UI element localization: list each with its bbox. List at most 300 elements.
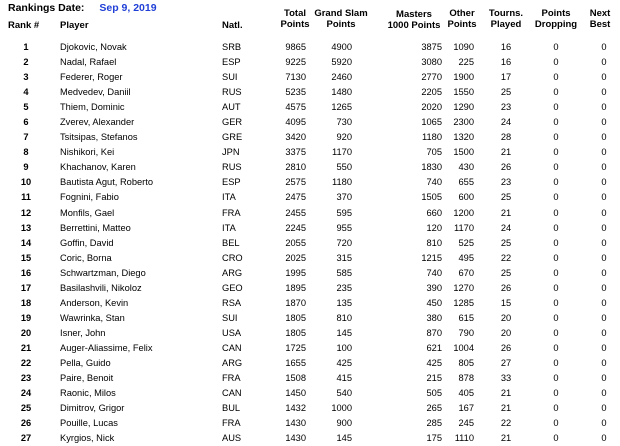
table-row [0, 160, 620, 175]
col-dropping-header [530, 8, 582, 30]
tourns-played: 20 [500, 327, 512, 338]
points-dropping: 0 [553, 132, 559, 143]
nationality: RUS [222, 162, 242, 173]
grand-slam-points: 1170 [332, 147, 352, 158]
next-best: 0 [601, 373, 607, 384]
nationality: SRB [222, 42, 242, 52]
points-dropping: 0 [553, 57, 559, 68]
grand-slam-points: 135 [336, 297, 352, 308]
points-dropping: 0 [553, 192, 559, 203]
tourns-played: 23 [500, 102, 512, 113]
player-name: Coric, Borna [60, 252, 112, 263]
points-dropping: 0 [553, 222, 559, 233]
col-other-line1: Other [449, 8, 475, 19]
points-dropping: 0 [553, 117, 559, 128]
table-row [0, 401, 620, 416]
tourns-played: 15 [500, 297, 512, 308]
grand-slam-points: 730 [336, 117, 352, 128]
total-points: 1995 [285, 267, 306, 278]
rank-cell: 21 [20, 342, 32, 353]
player-name: Auger-Aliassime, Felix [60, 342, 153, 353]
player-name: Goffin, David [60, 237, 114, 248]
grand-slam-points: 145 [336, 433, 352, 444]
nationality: USA [222, 327, 242, 338]
other-points: 1090 [453, 42, 474, 52]
next-best: 0 [601, 207, 607, 218]
other-points: 245 [458, 418, 474, 429]
tourns-played: 16 [500, 57, 512, 68]
next-best: 0 [601, 327, 607, 338]
tourns-played: 27 [500, 357, 512, 368]
grand-slam-points: 1000 [331, 403, 352, 414]
next-best: 0 [601, 357, 607, 368]
grand-slam-points: 235 [336, 282, 352, 293]
table-row [0, 311, 620, 326]
col-total-line1: Total [284, 8, 306, 19]
total-points: 1430 [285, 433, 306, 444]
other-points: 655 [458, 177, 474, 188]
next-best: 0 [601, 297, 607, 308]
nationality: RSA [222, 297, 242, 308]
next-best: 0 [601, 147, 607, 158]
player-name: Tsitsipas, Stefanos [60, 132, 138, 143]
col-tourns-line1: Tourns. [488, 8, 524, 19]
col-rank-header: Rank # [8, 20, 40, 31]
rank-cell: 13 [20, 222, 32, 233]
other-points: 670 [458, 267, 474, 278]
rank-cell: 9 [23, 162, 29, 173]
col-tourns-header [482, 8, 530, 30]
rank-cell: 22 [20, 357, 32, 368]
other-points: 1500 [453, 147, 474, 158]
rank-cell: 18 [20, 297, 32, 308]
table-row [0, 236, 620, 251]
tourns-played: 20 [500, 312, 512, 323]
col-grand-slam-line2: Points [326, 19, 356, 30]
table-row [0, 371, 620, 386]
masters-points: 3080 [421, 57, 442, 68]
total-points: 1725 [285, 342, 306, 353]
grand-slam-points: 100 [336, 342, 352, 353]
table-row [0, 416, 620, 431]
nationality: ITA [222, 192, 236, 203]
masters-points: 380 [426, 312, 442, 323]
total-points: 1450 [285, 388, 306, 399]
tourns-played: 22 [500, 252, 512, 263]
table-row [0, 85, 620, 100]
rank-cell: 5 [23, 102, 29, 113]
other-points: 1170 [454, 222, 474, 233]
other-points: 1004 [453, 342, 474, 353]
player-name: Khachanov, Karen [60, 162, 136, 173]
next-best: 0 [601, 57, 607, 68]
total-points: 2245 [285, 222, 306, 233]
total-points: 1895 [285, 282, 306, 293]
masters-points: 3875 [421, 42, 442, 52]
rank-cell: 26 [20, 418, 32, 429]
table-row [0, 326, 620, 341]
tourns-played: 25 [500, 87, 512, 98]
rankings-date-label: Rankings Date: [8, 2, 85, 14]
player-name: Medvedev, Daniil [60, 87, 131, 98]
masters-points: 120 [426, 222, 442, 233]
other-points: 225 [458, 57, 474, 68]
nationality: ARG [222, 267, 243, 278]
nationality: ESP [222, 177, 241, 188]
tourns-played: 33 [500, 373, 512, 384]
total-points: 1508 [285, 373, 306, 384]
rank-cell: 12 [20, 207, 32, 218]
rank-cell: 24 [20, 388, 32, 399]
total-points: 2025 [285, 252, 306, 263]
total-points: 1432 [285, 403, 306, 414]
grand-slam-points: 145 [336, 327, 352, 338]
grand-slam-points: 315 [336, 252, 352, 263]
points-dropping: 0 [553, 207, 559, 218]
next-best: 0 [601, 177, 607, 188]
points-dropping: 0 [553, 42, 559, 52]
other-points: 790 [458, 327, 474, 338]
nationality: JPN [222, 147, 240, 158]
rank-cell: 15 [20, 252, 32, 263]
rank-cell: 19 [20, 312, 32, 323]
masters-points: 2770 [421, 72, 442, 83]
grand-slam-points: 4900 [331, 42, 352, 52]
grand-slam-points: 955 [336, 222, 352, 233]
table-row [0, 266, 620, 281]
masters-points: 660 [426, 207, 442, 218]
next-best: 0 [601, 403, 607, 414]
col-next-best-line1: Next [589, 8, 611, 19]
total-points: 9225 [285, 57, 306, 68]
table-row [0, 341, 620, 356]
rank-cell: 16 [20, 267, 32, 278]
next-best: 0 [601, 87, 607, 98]
masters-points: 1830 [421, 162, 442, 173]
total-points: 3420 [285, 132, 306, 143]
rank-cell: 7 [23, 132, 29, 143]
other-points: 430 [458, 162, 474, 173]
nationality: FRA [222, 373, 241, 384]
other-points: 1550 [453, 87, 474, 98]
player-name: Nadal, Rafael [60, 57, 117, 68]
tourns-played: 23 [500, 177, 512, 188]
nationality: BUL [222, 403, 241, 414]
tourns-played: 17 [500, 72, 512, 83]
masters-points: 810 [426, 237, 442, 248]
nationality: FRA [222, 418, 241, 429]
next-best: 0 [601, 117, 607, 128]
points-dropping: 0 [553, 418, 559, 429]
next-best: 0 [601, 132, 607, 143]
points-dropping: 0 [553, 433, 559, 444]
masters-points: 425 [426, 357, 442, 368]
col-dropping-line2: Dropping [534, 19, 578, 30]
nationality: RUS [222, 87, 242, 98]
player-name: Berrettini, Matteo [60, 222, 131, 233]
rank-cell: 11 [21, 192, 31, 203]
rank-cell: 27 [20, 433, 32, 444]
nationality: AUT [222, 102, 241, 113]
grand-slam-points: 900 [336, 418, 352, 429]
player-name: Thiem, Dominic [60, 102, 125, 113]
masters-points: 505 [426, 388, 442, 399]
next-best: 0 [601, 72, 607, 83]
col-grand-slam-header [310, 8, 372, 30]
total-points: 2475 [285, 192, 306, 203]
next-best: 0 [601, 237, 607, 248]
masters-points: 705 [426, 147, 442, 158]
points-dropping: 0 [553, 252, 559, 263]
table-row [0, 40, 620, 55]
tourns-played: 21 [500, 388, 512, 399]
other-points: 405 [458, 388, 474, 399]
col-dropping-line1: Points [541, 8, 571, 19]
next-best: 0 [601, 162, 607, 173]
player-name: Wawrinka, Stan [60, 312, 125, 323]
table-row [0, 190, 620, 205]
other-points: 1285 [453, 297, 474, 308]
other-points: 805 [458, 357, 474, 368]
total-points: 9865 [285, 42, 306, 52]
next-best: 0 [601, 388, 607, 399]
col-player-header: Player [60, 20, 89, 31]
col-natl-header: Natl. [222, 20, 243, 31]
masters-points: 1180 [422, 132, 442, 143]
player-name: Pouille, Lucas [60, 418, 118, 429]
grand-slam-points: 540 [336, 388, 352, 399]
next-best: 0 [601, 342, 607, 353]
masters-points: 390 [426, 282, 442, 293]
tourns-played: 24 [500, 117, 512, 128]
masters-points: 740 [426, 267, 442, 278]
player-name: Zverev, Alexander [60, 117, 135, 128]
player-name: Pella, Guido [60, 357, 111, 368]
player-name: Federer, Roger [60, 72, 123, 83]
player-name: Isner, John [60, 327, 106, 338]
masters-points: 870 [426, 327, 442, 338]
masters-points: 450 [426, 297, 442, 308]
table-row [0, 130, 620, 145]
total-points: 1805 [285, 312, 306, 323]
grand-slam-points: 1265 [331, 102, 352, 113]
nationality: ESP [222, 57, 241, 68]
rank-cell: 10 [20, 177, 32, 188]
other-points: 167 [458, 403, 474, 414]
other-points: 1270 [453, 282, 474, 293]
nationality: SUI [222, 312, 238, 323]
table-row [0, 386, 620, 401]
rankings-date-value: Sep 9, 2019 [99, 2, 157, 14]
player-name: Monfils, Gael [60, 207, 115, 218]
nationality: GEO [222, 282, 243, 293]
masters-points: 1065 [421, 117, 442, 128]
player-name: Basilashvili, Nikoloz [60, 282, 142, 293]
masters-points: 1505 [421, 192, 442, 203]
masters-points: 265 [426, 403, 442, 414]
tourns-played: 21 [500, 207, 512, 218]
grand-slam-points: 425 [336, 357, 352, 368]
nationality: ARG [222, 357, 243, 368]
rankings-table-body [0, 40, 620, 446]
col-grand-slam-line1: Grand Slam [314, 8, 368, 19]
col-masters-header [378, 9, 450, 31]
grand-slam-points: 5920 [331, 57, 352, 68]
col-other-header [442, 8, 482, 30]
other-points: 525 [458, 237, 474, 248]
points-dropping: 0 [553, 388, 559, 399]
table-row [0, 356, 620, 371]
points-dropping: 0 [553, 147, 559, 158]
total-points: 2810 [285, 162, 306, 173]
table-row [0, 115, 620, 130]
player-name: Bautista Agut, Roberto [60, 177, 154, 188]
table-row [0, 431, 620, 446]
points-dropping: 0 [553, 87, 559, 98]
player-name: Djokovic, Novak [60, 42, 127, 52]
grand-slam-points: 810 [336, 312, 352, 323]
tourns-played: 16 [500, 42, 512, 52]
rank-cell: 14 [20, 237, 32, 248]
masters-points: 285 [426, 418, 442, 429]
col-masters-line2: 1000 Points [387, 20, 441, 31]
next-best: 0 [601, 222, 607, 233]
other-points: 495 [458, 252, 474, 263]
total-points: 1805 [285, 327, 306, 338]
tourns-played: 21 [500, 433, 512, 444]
col-next-best-line2: Best [589, 19, 611, 30]
total-points: 4575 [285, 102, 306, 113]
table-row [0, 221, 620, 236]
grand-slam-points: 720 [336, 237, 352, 248]
masters-points: 1215 [421, 252, 442, 263]
points-dropping: 0 [553, 312, 559, 323]
total-points: 2575 [285, 177, 306, 188]
masters-points: 215 [426, 373, 442, 384]
nationality: AUS [222, 433, 242, 444]
points-dropping: 0 [553, 72, 559, 83]
grand-slam-points: 585 [336, 267, 352, 278]
rank-cell: 3 [23, 72, 29, 83]
next-best: 0 [601, 267, 607, 278]
other-points: 878 [458, 373, 474, 384]
col-total-line2: Points [280, 19, 310, 30]
other-points: 600 [458, 192, 474, 203]
player-name: Anderson, Kevin [60, 297, 129, 308]
player-name: Fognini, Fabio [60, 192, 119, 203]
next-best: 0 [601, 312, 607, 323]
table-row [0, 55, 620, 70]
col-next-best-header [584, 8, 616, 30]
next-best: 0 [601, 42, 607, 52]
table-row [0, 281, 620, 296]
player-name: Kyrgios, Nick [60, 433, 115, 444]
other-points: 1200 [453, 207, 474, 218]
grand-slam-points: 920 [336, 132, 352, 143]
tourns-played: 28 [500, 132, 512, 143]
player-name: Paire, Benoit [60, 373, 114, 384]
other-points: 1320 [453, 132, 474, 143]
total-points: 2455 [285, 207, 306, 218]
total-points: 3375 [285, 147, 306, 158]
player-name: Schwartzman, Diego [60, 267, 146, 278]
nationality: CAN [222, 388, 242, 399]
total-points: 5235 [285, 87, 306, 98]
grand-slam-points: 370 [336, 192, 352, 203]
nationality: BEL [222, 237, 240, 248]
player-name: Raonic, Milos [60, 388, 116, 399]
table-row [0, 145, 620, 160]
rank-cell: 2 [23, 57, 29, 68]
points-dropping: 0 [553, 237, 559, 248]
masters-points: 175 [426, 433, 442, 444]
col-other-line2: Points [447, 19, 477, 30]
player-name: Dimitrov, Grigor [60, 403, 125, 414]
total-points: 1870 [285, 297, 306, 308]
nationality: GER [222, 117, 243, 128]
nationality: SUI [222, 72, 238, 83]
points-dropping: 0 [553, 357, 559, 368]
rank-cell: 6 [23, 117, 29, 128]
table-row [0, 70, 620, 85]
table-row [0, 175, 620, 190]
col-tourns-line2: Played [490, 19, 522, 30]
grand-slam-points: 1180 [332, 177, 352, 188]
masters-points: 2020 [421, 102, 442, 113]
points-dropping: 0 [553, 282, 559, 293]
points-dropping: 0 [553, 177, 559, 188]
grand-slam-points: 1480 [331, 87, 352, 98]
points-dropping: 0 [553, 373, 559, 384]
next-best: 0 [601, 252, 607, 263]
grand-slam-points: 2460 [331, 72, 352, 83]
points-dropping: 0 [553, 403, 559, 414]
next-best: 0 [601, 282, 607, 293]
other-points: 1290 [453, 102, 474, 113]
next-best: 0 [601, 433, 607, 444]
col-masters-line1: Masters [396, 9, 432, 20]
other-points: 1900 [453, 72, 474, 83]
nationality: GRE [222, 132, 243, 143]
next-best: 0 [601, 418, 607, 429]
rank-cell: 1 [23, 42, 29, 52]
next-best: 0 [601, 102, 607, 113]
total-points: 1655 [285, 357, 306, 368]
nationality: FRA [222, 207, 241, 218]
masters-points: 621 [426, 342, 442, 353]
tourns-played: 21 [500, 403, 512, 414]
points-dropping: 0 [553, 102, 559, 113]
tourns-played: 26 [500, 162, 512, 173]
next-best: 0 [601, 192, 607, 203]
rankings-date-header [8, 2, 157, 16]
tourns-played: 25 [500, 267, 512, 278]
table-row [0, 100, 620, 115]
tourns-played: 26 [500, 282, 512, 293]
other-points: 2300 [453, 117, 474, 128]
rank-cell: 23 [20, 373, 32, 384]
total-points: 7130 [285, 72, 306, 83]
points-dropping: 0 [553, 267, 559, 278]
tourns-played: 25 [500, 192, 512, 203]
total-points: 4095 [285, 117, 306, 128]
grand-slam-points: 550 [336, 162, 352, 173]
rank-cell: 25 [20, 403, 32, 414]
tourns-played: 26 [500, 342, 512, 353]
nationality: CAN [222, 342, 242, 353]
rank-cell: 17 [20, 282, 32, 293]
tourns-played: 25 [500, 237, 512, 248]
